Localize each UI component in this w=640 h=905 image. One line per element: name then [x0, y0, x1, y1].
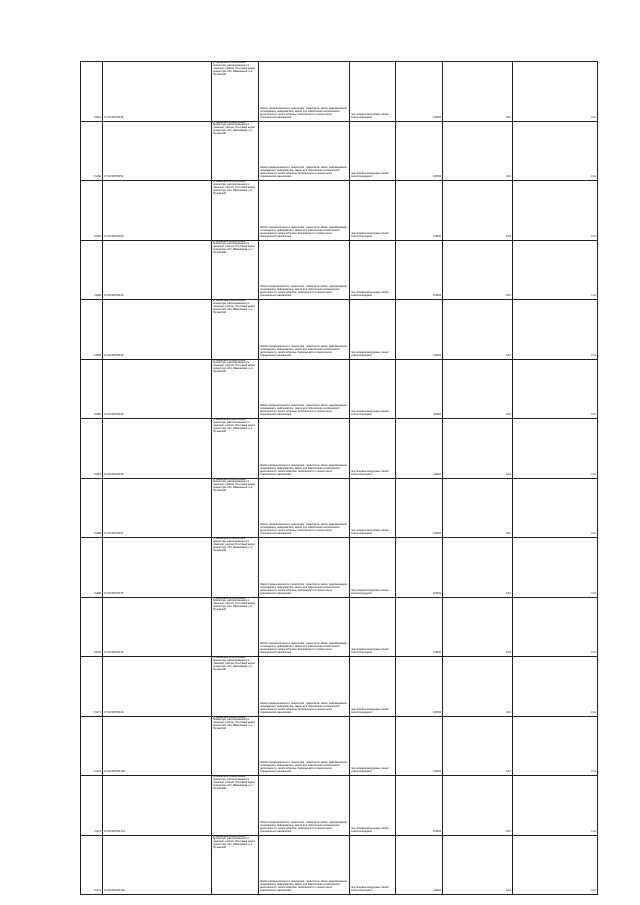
value-two-cell: 0,11 — [513, 835, 598, 895]
area-cell: 0,0004 — [396, 359, 443, 419]
table-row — [81, 835, 598, 895]
cadastral-number-cell: 37:10:000733:44 — [103, 597, 212, 657]
location-description-cell: установлено относительно ориентира, расположенного в границах участка. Почтовый адрес ориентира: обл. Ивановская, р-н Пучежский — [212, 597, 259, 657]
land-category-cell: Земли промышленности, энергетики, транспорта, связи, радиовещания, телевидения, информатики, земли для обеспечения космической деятельности, земли обороны, безопасности и земли иного специального назначения — [259, 62, 350, 122]
row-number-cell: 71466 — [81, 359, 103, 419]
location-description-cell: установлено относительно ориентира, расположенного в границах участка. Почтовый адрес ориентира: обл. Ивановская, р-н Пучежский — [212, 300, 259, 360]
location-description-cell: установлено относительно ориентира, расположенного в границах участка. Почтовый адрес ориентира: обл. Ивановская, р-н Пучежский — [212, 776, 259, 836]
table-row — [81, 597, 598, 657]
value-one-cell: 0,10 — [443, 716, 513, 776]
cadastral-number-cell: 37:10:000733:57 — [103, 478, 212, 538]
cadastral-number-cell: 37:10:000733:10 — [103, 657, 212, 717]
area-cell: 0,0004 — [396, 62, 443, 122]
area-cell: 0,0004 — [396, 478, 443, 538]
location-description-cell: установлено относительно ориентира, расположенного в границах участка. Почтовый адрес ориентира: обл. Ивановская, р-н Пучежский — [212, 181, 259, 241]
row-number-cell: 71468 — [81, 478, 103, 538]
row-number-cell: 71462 — [81, 121, 103, 181]
land-category-cell: Земли промышленности, энергетики, транспорта, связи, радиовещания, телевидения, информатики, земли для обеспечения космической деятельности, земли обороны, безопасности и земли иного специального назначения — [259, 716, 350, 776]
table-row — [81, 776, 598, 836]
land-category-cell: Земли промышленности, энергетики, транспорта, связи, радиовещания, телевидения, информатики, земли для обеспечения космической деятельности, земли обороны, безопасности и земли иного специального назначения — [259, 478, 350, 538]
area-cell: 0,0004 — [396, 716, 443, 776]
location-description-cell: установлено относительно ориентира, расположенного в границах участка. Почтовый адрес ориентира: обл. Ивановская, р-н Пучежский — [212, 835, 259, 895]
row-number-cell: 71465 — [81, 300, 103, 360]
table-row — [81, 181, 598, 241]
area-cell: 0,0004 — [396, 181, 443, 241]
table-row — [81, 538, 598, 598]
cadastral-number-cell: 37:10:000733:54 — [103, 300, 212, 360]
value-one-cell: 0,10 — [443, 419, 513, 479]
permitted-use-cell: под опорами воздушных линий электропередачи — [350, 359, 396, 419]
value-two-cell: 0,11 — [513, 657, 598, 717]
permitted-use-cell: под опорами воздушных линий электропередачи — [350, 419, 396, 479]
area-cell: 0,0004 — [396, 240, 443, 300]
land-category-cell: Земли промышленности, энергетики, транспорта, связи, радиовещания, телевидения, информатики, земли для обеспечения космической деятельности, земли обороны, безопасности и земли иного специального назначения — [259, 300, 350, 360]
permitted-use-cell: под опорами воздушных линий электропередачи — [350, 776, 396, 836]
location-description-cell: установлено относительно ориентира, расположенного в границах участка. Почтовый адрес ориентира: обл. Ивановская, р-н Пучежский — [212, 657, 259, 717]
location-description-cell: установлено относительно ориентира, расположенного в границах участка. Почтовый адрес ориентира: обл. Ивановская, р-н Пучежский — [212, 121, 259, 181]
permitted-use-cell: под опорами воздушных линий электропередачи — [350, 240, 396, 300]
cadastral-number-cell: 37:10:000733:56 — [103, 359, 212, 419]
row-number-cell: 71464 — [81, 240, 103, 300]
location-description-cell: установлено относительно ориентира, расположенного в границах участка. Почтовый адрес ориентира: обл. Ивановская, р-н Пучежский — [212, 62, 259, 122]
area-cell: 0,0004 — [396, 121, 443, 181]
value-one-cell: 0,10 — [443, 478, 513, 538]
row-number-cell: 71467 — [81, 419, 103, 479]
permitted-use-cell: под опорами воздушных линий электропередачи — [350, 597, 396, 657]
value-two-cell: 0,11 — [513, 300, 598, 360]
table-row — [81, 300, 598, 360]
row-number-cell: 71473 — [81, 776, 103, 836]
land-category-cell: Земли промышленности, энергетики, транспорта, связи, радиовещания, телевидения, информатики, земли для обеспечения космической деятельности, земли обороны, безопасности и земли иного специального назначения — [259, 121, 350, 181]
location-description-cell: установлено относительно ориентира, расположенного в границах участка. Почтовый адрес ориентира: обл. Ивановская, р-н Пучежский — [212, 240, 259, 300]
cadastral-number-cell: 37:10:000733:46 — [103, 419, 212, 479]
cadastral-number-cell: 37:10:000733:50 — [103, 181, 212, 241]
value-one-cell: 0,10 — [443, 835, 513, 895]
cadastral-number-cell: 37:10:000733:100 — [103, 716, 212, 776]
table-row — [81, 419, 598, 479]
value-one-cell: 0,10 — [443, 181, 513, 241]
table-row — [81, 121, 598, 181]
row-number-cell: 71469 — [81, 538, 103, 598]
land-category-cell: Земли промышленности, энергетики, транспорта, связи, радиовещания, телевидения, информатики, земли для обеспечения космической деятельности, земли обороны, безопасности и земли иного специального назначения — [259, 538, 350, 598]
land-category-cell: Земли промышленности, энергетики, транспорта, связи, радиовещания, телевидения, информатики, земли для обеспечения космической деятельности, земли обороны, безопасности и земли иного специального назначения — [259, 359, 350, 419]
location-description-cell: установлено относительно ориентира, расположенного в границах участка. Почтовый адрес ориентира: обл. Ивановская, р-н Пучежский — [212, 359, 259, 419]
cadastral-number-cell: 37:10:000733:51 — [103, 121, 212, 181]
area-cell: 0,0004 — [396, 835, 443, 895]
value-one-cell: 0,10 — [443, 62, 513, 122]
area-cell: 0,0004 — [396, 538, 443, 598]
area-cell: 0,0004 — [396, 597, 443, 657]
value-two-cell: 0,11 — [513, 240, 598, 300]
land-category-cell: Земли промышленности, энергетики, транспорта, связи, радиовещания, телевидения, информатики, земли для обеспечения космической деятельности, земли обороны, безопасности и земли иного специального назначения — [259, 240, 350, 300]
cadastral-number-cell: 37:10:000733:48 — [103, 62, 212, 122]
row-number-cell: 71472 — [81, 716, 103, 776]
value-two-cell: 0,11 — [513, 716, 598, 776]
row-number-cell: 71470 — [81, 597, 103, 657]
permitted-use-cell: под опорами воздушных линий электропередачи — [350, 478, 396, 538]
land-category-cell: Земли промышленности, энергетики, транспорта, связи, радиовещания, телевидения, информатики, земли для обеспечения космической деятельности, земли обороны, безопасности и земли иного специального назначения — [259, 597, 350, 657]
value-two-cell: 0,11 — [513, 121, 598, 181]
area-cell: 0,0004 — [396, 419, 443, 479]
row-number-cell: 71463 — [81, 181, 103, 241]
location-description-cell: установлено относительно ориентира, расположенного в границах участка. Почтовый адрес ориентира: обл. Ивановская, р-н Пучежский — [212, 538, 259, 598]
area-cell: 0,0004 — [396, 300, 443, 360]
table-row — [81, 240, 598, 300]
value-one-cell: 0,10 — [443, 538, 513, 598]
row-number-cell: 71461 — [81, 62, 103, 122]
permitted-use-cell: под опорами воздушных линий электропередачи — [350, 716, 396, 776]
cadastral-number-cell: 37:10:000733:102 — [103, 835, 212, 895]
table-row — [81, 716, 598, 776]
row-number-cell: 71471 — [81, 657, 103, 717]
land-category-cell: Земли промышленности, энергетики, транспорта, связи, радиовещания, телевидения, информатики, земли для обеспечения космической деятельности, земли обороны, безопасности и земли иного специального назначения — [259, 835, 350, 895]
value-one-cell: 0,10 — [443, 657, 513, 717]
land-category-cell: Земли промышленности, энергетики, транспорта, связи, радиовещания, телевидения, информатики, земли для обеспечения космической деятельности, земли обороны, безопасности и земли иного специального назначения — [259, 657, 350, 717]
value-two-cell: 0,11 — [513, 181, 598, 241]
land-category-cell: Земли промышленности, энергетики, транспорта, связи, радиовещания, телевидения, информатики, земли для обеспечения космической деятельности, земли обороны, безопасности и земли иного специального назначения — [259, 419, 350, 479]
permitted-use-cell: под опорами воздушных линий электропередачи — [350, 121, 396, 181]
value-two-cell: 0,11 — [513, 359, 598, 419]
value-one-cell: 0,10 — [443, 240, 513, 300]
location-description-cell: установлено относительно ориентира, расположенного в границах участка. Почтовый адрес ориентира: обл. Ивановская, р-н Пучежский — [212, 419, 259, 479]
location-description-cell: установлено относительно ориентира, расположенного в границах участка. Почтовый адрес ориентира: обл. Ивановская, р-н Пучежский — [212, 716, 259, 776]
permitted-use-cell: под опорами воздушных линий электропередачи — [350, 300, 396, 360]
value-one-cell: 0,10 — [443, 300, 513, 360]
land-category-cell: Земли промышленности, энергетики, транспорта, связи, радиовещания, телевидения, информатики, земли для обеспечения космической деятельности, земли обороны, безопасности и земли иного специального назначения — [259, 776, 350, 836]
value-one-cell: 0,10 — [443, 597, 513, 657]
value-one-cell: 0,10 — [443, 359, 513, 419]
cadastral-number-cell: 37:10:000733:45 — [103, 538, 212, 598]
permitted-use-cell: под опорами воздушных линий электропередачи — [350, 835, 396, 895]
permitted-use-cell: под опорами воздушных линий электропередачи — [350, 62, 396, 122]
table-row — [81, 62, 598, 122]
value-two-cell: 0,11 — [513, 597, 598, 657]
cadastral-number-cell: 37:10:000733:49 — [103, 240, 212, 300]
value-two-cell: 0,11 — [513, 538, 598, 598]
cadastral-number-cell: 37:10:000733:101 — [103, 776, 212, 836]
table-row — [81, 657, 598, 717]
land-plots-table — [80, 61, 598, 895]
value-two-cell: 0,11 — [513, 62, 598, 122]
value-two-cell: 0,11 — [513, 776, 598, 836]
table-row — [81, 478, 598, 538]
value-two-cell: 0,11 — [513, 419, 598, 479]
land-category-cell: Земли промышленности, энергетики, транспорта, связи, радиовещания, телевидения, информатики, земли для обеспечения космической деятельности, земли обороны, безопасности и земли иного специального назначения — [259, 181, 350, 241]
permitted-use-cell: под опорами воздушных линий электропередачи — [350, 181, 396, 241]
area-cell: 0,0004 — [396, 776, 443, 836]
value-two-cell: 0,11 — [513, 478, 598, 538]
value-one-cell: 0,10 — [443, 121, 513, 181]
value-one-cell: 0,10 — [443, 776, 513, 836]
row-number-cell: 71474 — [81, 835, 103, 895]
area-cell: 0,0004 — [396, 657, 443, 717]
location-description-cell: установлено относительно ориентира, расположенного в границах участка. Почтовый адрес ориентира: обл. Ивановская, р-н Пучежский — [212, 478, 259, 538]
table-body — [81, 62, 598, 895]
table-row — [81, 359, 598, 419]
permitted-use-cell: под опорами воздушных линий электропередачи — [350, 538, 396, 598]
permitted-use-cell: под опорами воздушных линий электропередачи — [350, 657, 396, 717]
